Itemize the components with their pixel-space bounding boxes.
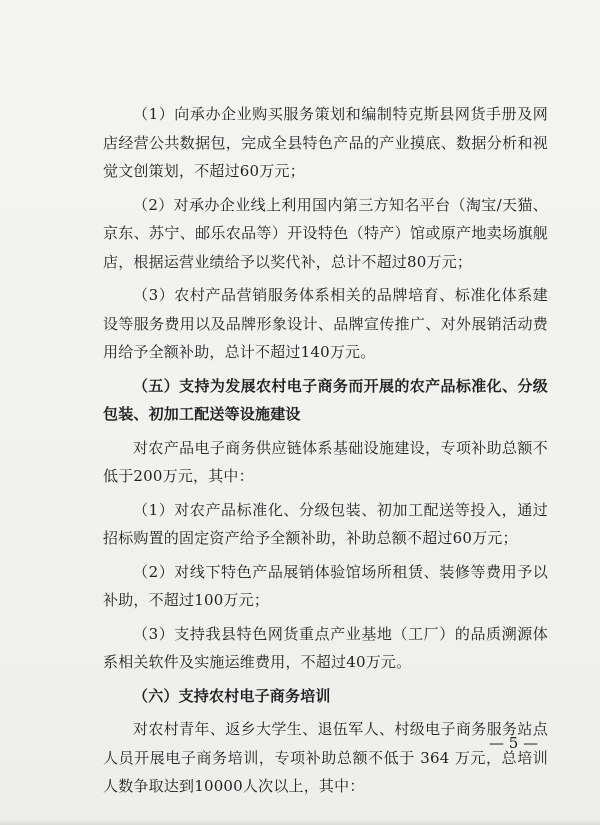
section-5-intro: 对农产品电子商务供应链体系基础设施建设，专项补助总额不低于200万元，其中：	[103, 438, 548, 485]
section-5-item-1: （1）对农产品标准化、分级包装、初加工配送等投入，通过招标购置的固定资产给予全额补助，补助总额不超过60万元；	[103, 500, 548, 547]
item-3-paragraph: （3）农村产品营销服务体系相关的品牌培育、标准化体系建设等服务费用以及品牌形象设计、品牌宣传推广、对外展销活动费用给予全额补助，总计不超过140万元。	[103, 286, 548, 361]
item-1-paragraph: （1）向承办企业购买服务策划和编制特克斯县网货手册及网店经营公共数据包，完成全县特色产品的产业摸底、数据分析和视觉文创策划，不超过60万元；	[103, 105, 548, 180]
section-5-item-2: （2）对线下特色产品展销体验馆场所租赁、装修等费用予以补助，不超过100万元；	[103, 562, 548, 609]
page-number: — 5 —	[489, 734, 539, 752]
section-6-heading: （六）支持农村电子商务培训	[133, 686, 331, 705]
section-5-heading: （五）支持为发展农村电子商务而开展的农产品标准化、分级包装、初加工配送等设施建设	[103, 376, 548, 423]
document-body	[103, 100, 548, 806]
item-2-paragraph: （2）对承办企业线上利用国内第三方知名平台（淘宝/天猫、京东、苏宁、邮乐农品等）开设特色（特产）馆或原产地卖场旗舰店，根据运营业绩给予以奖代补，总计不超过80万元；	[103, 195, 548, 271]
section-6-intro: 对农村青年、返乡大学生、退伍军人、村级电子商务服务站点人员开展电子商务培训，专项补助总额不低于 364 万元，总培训人数争取达到10000人次以上，其中：	[103, 720, 548, 795]
section-5-item-3: （3）支持我县特色网货重点产业基地（工厂）的品质溯源体系相关软件及实施运维费用，不超过40万元。	[103, 624, 548, 671]
